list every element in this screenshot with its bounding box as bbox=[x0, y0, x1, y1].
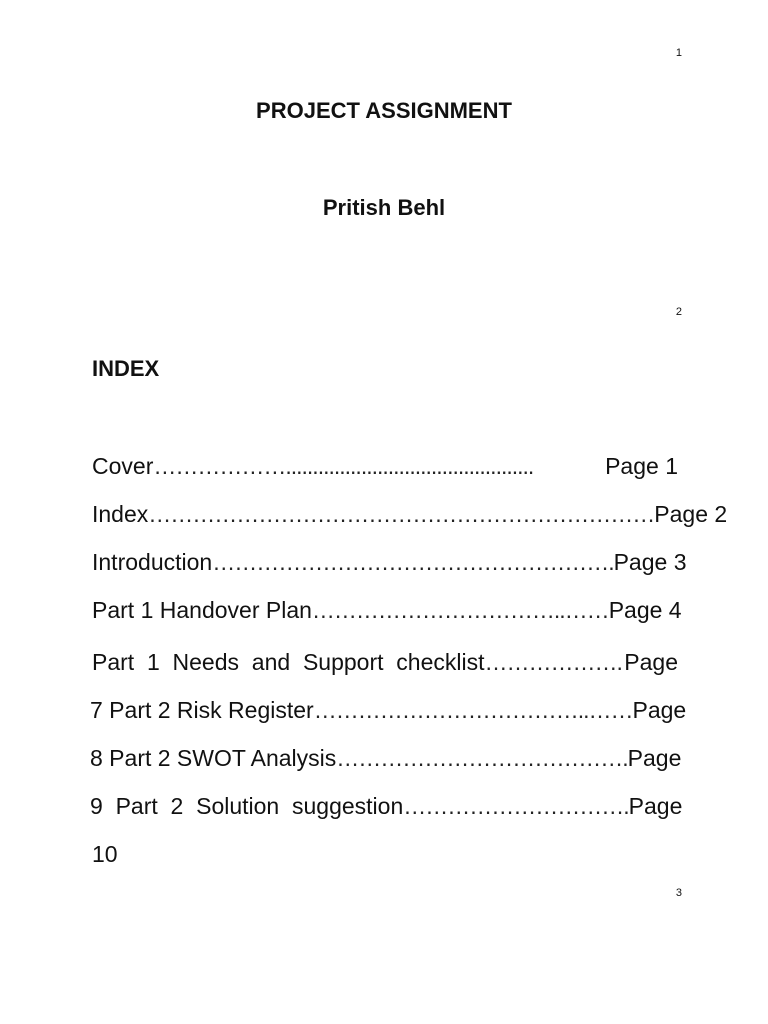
toc-entry-page: Page 3 bbox=[613, 549, 687, 575]
toc-entry-label: Part 1 Needs and Support checklist bbox=[92, 649, 485, 675]
toc-entry-leader: ………………………………..…… bbox=[313, 697, 633, 723]
page-number-1: 1 bbox=[675, 47, 682, 59]
document-title: PROJECT ASSIGNMENT bbox=[256, 98, 512, 123]
toc-entry-page: Page 2 bbox=[654, 501, 728, 527]
toc-entry-label: 8 Part 2 SWOT Analysis bbox=[90, 745, 337, 771]
toc-entry-risk-register bbox=[90, 696, 687, 724]
toc-entry-label: 9 Part 2 Solution suggestion bbox=[90, 793, 404, 819]
toc-entry-handover-plan bbox=[92, 596, 682, 624]
toc-entry-leader: ……………….............................................. bbox=[153, 453, 534, 479]
toc-entry-page: Page 1 bbox=[605, 453, 678, 479]
toc-entry-page: Page bbox=[628, 793, 683, 819]
toc-entry-page: Page 4 bbox=[608, 597, 682, 623]
toc-entry-cover bbox=[92, 452, 678, 480]
toc-entry-continuation bbox=[92, 840, 678, 868]
toc-entry-label: 10 bbox=[92, 841, 118, 867]
page-number-3: 3 bbox=[675, 887, 682, 899]
toc-entry-label: Part 1 Handover Plan bbox=[92, 597, 312, 623]
toc-entry-leader: ………………………………………………. bbox=[212, 549, 614, 575]
toc-entry-label: Index bbox=[92, 501, 149, 527]
toc-entry-needs-checklist bbox=[92, 648, 678, 676]
toc-entry-leader: ………………. bbox=[484, 649, 622, 675]
toc-entry-leader: …………………………………………………………… bbox=[148, 501, 655, 527]
toc-entry-page: Page bbox=[624, 649, 678, 675]
toc-entry-index bbox=[92, 500, 728, 528]
toc-entry-label: 7 Part 2 Risk Register bbox=[90, 697, 314, 723]
toc-entry-page: Page bbox=[627, 745, 682, 771]
toc-entry-introduction bbox=[92, 548, 687, 576]
toc-entry-swot-analysis bbox=[90, 744, 682, 772]
toc-entry-page: Page bbox=[632, 697, 687, 723]
toc-entry-label: Introduction bbox=[92, 549, 213, 575]
toc-entry-leader: ……………………………..…… bbox=[311, 597, 609, 623]
toc-entry-label: Cover bbox=[92, 453, 154, 479]
toc-entry-leader: …………………………………. bbox=[336, 745, 628, 771]
index-heading: INDEX bbox=[92, 356, 160, 381]
toc-entry-solution-suggestion bbox=[90, 792, 683, 820]
toc-entry-leader: …………………………. bbox=[403, 793, 629, 819]
author-name: Pritish Behl bbox=[322, 195, 446, 220]
page-number-2: 2 bbox=[675, 306, 682, 318]
